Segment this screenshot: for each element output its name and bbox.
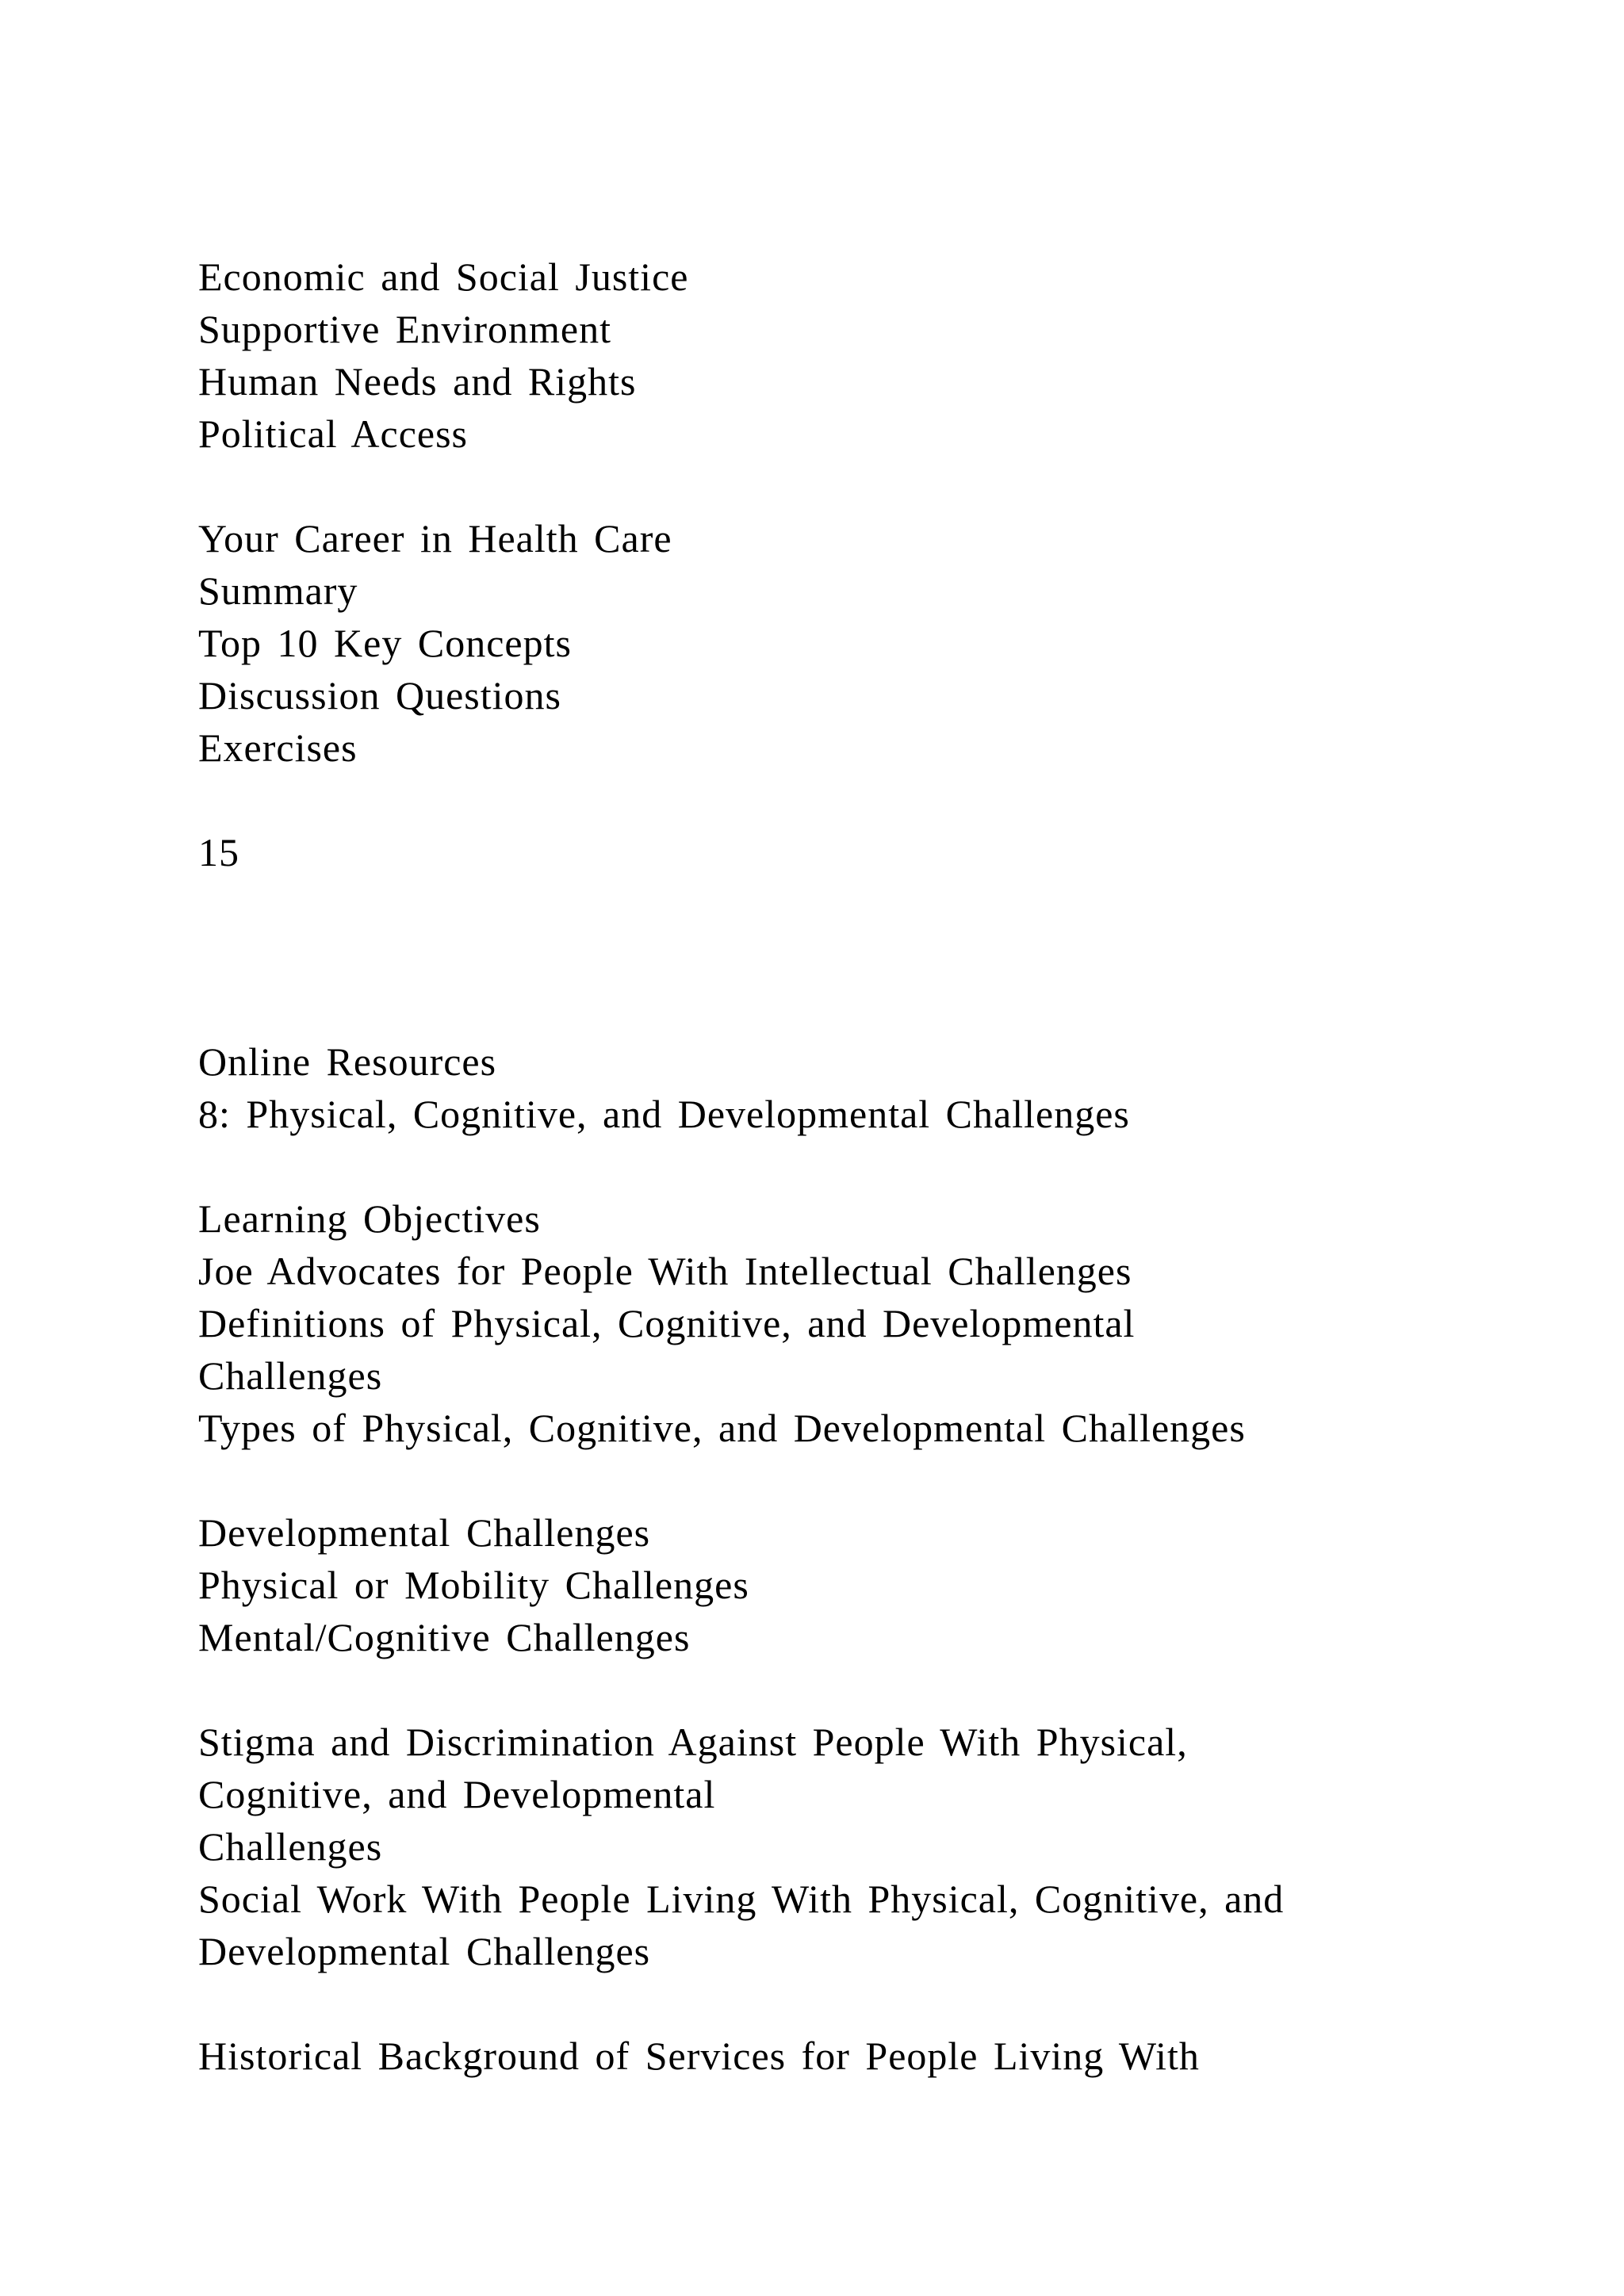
text-line: Economic and Social Justice [198,254,689,299]
text-line: Challenges [198,1824,383,1869]
text-line: Stigma and Discrimination Against People With Physical, [198,1720,1188,1764]
text-line: Learning Objectives [198,1196,541,1241]
text-line: Mental/Cognitive Challenges [198,1615,691,1659]
page-number: 15 [198,830,239,874]
text-line: Definitions of Physical, Cognitive, and Developmental [198,1301,1136,1345]
text-line: Physical or Mobility Challenges [198,1563,749,1607]
text-line: Social Work With People Living With Physical, Cognitive, and [198,1877,1285,1921]
text-line: Cognitive, and Developmental [198,1772,716,1816]
document-page [198,251,1546,2082]
text-line: Political Access [198,411,468,456]
text-line: Exercises [198,725,358,770]
text-line: Developmental Challenges [198,1929,651,1973]
text-line: Human Needs and Rights [198,359,637,404]
text-line: Your Career in Health Care [198,516,672,561]
text-line: Developmental Challenges [198,1510,651,1555]
text-line: Historical Background of Services for People Living With [198,2034,1200,2078]
text-line: Online Resources [198,1039,497,1084]
text-line: Challenges [198,1353,383,1398]
text-line: Supportive Environment [198,307,611,351]
text-line: Types of Physical, Cognitive, and Developmental Challenges [198,1406,1246,1450]
text-line: Summary [198,568,358,613]
chapter-heading: 8: Physical, Cognitive, and Developmental Challenges [198,1092,1130,1136]
text-line: Joe Advocates for People With Intellectual Challenges [198,1249,1132,1293]
text-line: Discussion Questions [198,673,561,718]
text-line: Top 10 Key Concepts [198,621,572,665]
